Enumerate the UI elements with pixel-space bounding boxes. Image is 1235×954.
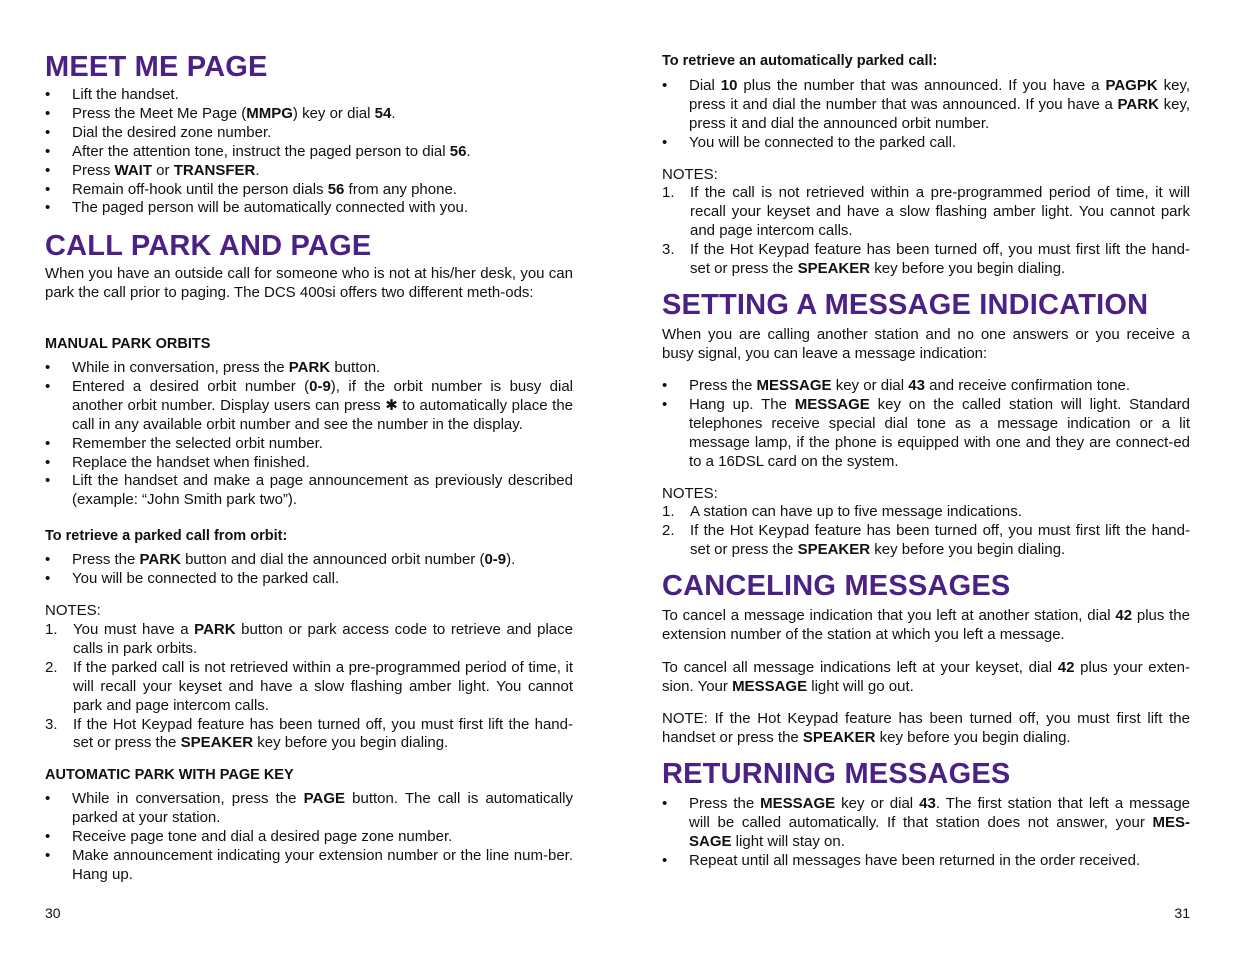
bullet-item [662, 795, 1190, 852]
note-item [662, 184, 1190, 241]
note-number: 1. [45, 621, 58, 638]
note-item [662, 241, 1190, 279]
canceling-para-2: To cancel all message indications left at your keyset, dial 42 plus your exten-sion. Your MESSAGE light will go out. [662, 659, 1190, 695]
bullet-marker: • [662, 77, 668, 94]
bullet-item [662, 377, 1190, 396]
retrieve-orbit-bullets [45, 551, 573, 589]
canceling-messages-heading: CANCELING MESSAGES [662, 570, 1011, 602]
bullet-item [45, 124, 573, 143]
bullet-text: While in conversation, press the PARK button. [72, 359, 381, 376]
bullet-text: While in conversation, press the PAGE button. The call is automatically parked at your station. [72, 790, 573, 826]
note-text: If the parked call is not retrieved within a pre-programmed period of time, it will recall your keyset and have a slow flashing amber light. You cannot park and page intercom calls. [73, 658, 573, 714]
auto-retrieve-notes [662, 184, 1190, 279]
bullet-marker: • [45, 846, 51, 864]
bullet-text: Make announcement indicating your extension number or the line num-ber. Hang up. [72, 846, 573, 883]
bullet-marker: • [45, 123, 51, 141]
auto-park-bullets [45, 790, 573, 885]
note-text: If the call is not retrieved within a pre-programmed period of time, it will recall your keyset and have a slow flashing amber light. You cannot park and page intercom calls. [690, 184, 1190, 239]
note-item [662, 522, 1190, 560]
bullet-marker: • [45, 161, 51, 179]
note-number: 3. [662, 240, 675, 258]
bullet-item [45, 143, 573, 162]
bullet-item [45, 359, 573, 378]
bullet-text: Dial the desired zone number. [72, 123, 272, 141]
call-park-notes [45, 621, 573, 753]
bullet-item [662, 77, 1190, 134]
bullet-marker: • [662, 133, 668, 151]
bullet-item [45, 847, 573, 885]
note-number: 3. [45, 715, 58, 733]
bullet-text: After the attention tone, instruct the paged person to dial 56. [72, 142, 471, 160]
bullet-marker: • [662, 851, 668, 869]
bullet-text: Receive page tone and dial a desired page zone number. [72, 827, 453, 845]
notes-label: NOTES: [45, 602, 101, 619]
bullet-text: You will be connected to the parked call. [72, 569, 340, 587]
bullet-text: Remain off-hook until the person dials 56 from any phone. [72, 180, 457, 198]
note-number: 1. [662, 503, 675, 520]
bullet-marker: • [662, 795, 668, 812]
auto-retrieve-bullets [662, 77, 1190, 153]
bullet-marker: • [45, 790, 51, 807]
page-number-right: 31 [1174, 905, 1190, 921]
bullet-marker: • [45, 569, 51, 587]
bullet-item [45, 162, 573, 181]
bullet-text: Lift the handset. [72, 86, 179, 103]
bullet-text: Remember the selected orbit number. [72, 434, 323, 452]
bullet-marker: • [662, 377, 668, 394]
note-item [662, 503, 1190, 522]
note-text: If the Hot Keypad feature has been turned off, you must first lift the hand-set or press the SPEAKER key before you begin dialing. [690, 521, 1190, 558]
canceling-para-1: To cancel a message indication that you left at another station, dial 42 plus the extension number of the station at which you left a message. [662, 607, 1190, 643]
bullet-text: Lift the handset and make a page announcement as previously described (example: “John Smith park two”). [72, 472, 573, 509]
bullet-item [45, 435, 573, 454]
bullet-text: Press the MESSAGE key or dial 43. The first station that left a message will be called automatically. If that station does not answer, your MES-SAGE light will stay on. [689, 795, 1191, 850]
bullet-marker: • [45, 86, 51, 103]
bullet-marker: • [45, 827, 51, 845]
manual-park-title: MANUAL PARK ORBITS [45, 336, 211, 352]
bullet-item [662, 852, 1190, 871]
bullet-text: Press the MESSAGE key or dial 43 and receive confirmation tone. [689, 377, 1131, 394]
bullet-item [45, 105, 573, 124]
note-text: A station can have up to five message indications. [690, 503, 1022, 520]
returning-messages-heading: RETURNING MESSAGES [662, 758, 1011, 790]
note-number: 1. [662, 184, 675, 201]
call-park-heading: CALL PARK AND PAGE [45, 230, 372, 262]
bullet-item [45, 454, 573, 473]
auto-retrieve-title: To retrieve an automatically parked call: [662, 53, 938, 69]
bullet-marker: • [45, 104, 51, 122]
bullet-text: The paged person will be automatically connected with you. [72, 199, 469, 217]
note-text: If the Hot Keypad feature has been turned off, you must first lift the hand-set or press the SPEAKER key before you begin dialing. [690, 240, 1190, 277]
bullet-marker: • [662, 395, 668, 413]
notes-label: NOTES: [662, 485, 718, 502]
bullet-item [45, 378, 573, 435]
bullet-marker: • [45, 377, 51, 395]
note-number: 2. [45, 658, 58, 676]
canceling-note: NOTE: If the Hot Keypad feature has been turned off, you must first lift the handset or press the SPEAKER key before you begin dialing. [662, 710, 1190, 746]
bullet-item [45, 181, 573, 200]
bullet-text: Press the PARK button and dial the announced orbit number (0-9). [72, 551, 516, 568]
bullet-text: Replace the handset when finished. [72, 453, 310, 471]
bullet-text: Repeat until all messages have been returned in the order received. [689, 851, 1141, 869]
bullet-marker: • [45, 453, 51, 471]
bullet-text: You will be connected to the parked call. [689, 133, 957, 151]
note-text: You must have a PARK button or park access code to retrieve and place calls in park orbits. [73, 621, 573, 657]
bullet-text: Hang up. The MESSAGE key on the called station will light. Standard telephones receive special dial tone as a message indication or a lit message lamp, if the phone is equipped with one and they are connect-ed to a 16DSL card on the system. [689, 395, 1191, 470]
bullet-marker: • [45, 199, 51, 217]
call-park-intro: When you have an outside call for someone who is not at his/her desk, you can park the call prior to paging. The DCS 400si offers two different meth-ods: [45, 265, 573, 301]
bullet-item [45, 790, 573, 828]
note-item [45, 659, 573, 716]
returning-messages-bullets [662, 795, 1190, 871]
note-text: If the Hot Keypad feature has been turned off, you must first lift the hand-set or press the SPEAKER key before you begin dialing. [73, 715, 573, 752]
bullet-marker: • [45, 359, 51, 376]
bullet-marker: • [45, 472, 51, 490]
bullet-item [45, 828, 573, 847]
bullet-marker: • [45, 434, 51, 452]
note-item [45, 621, 573, 659]
bullet-item [662, 396, 1190, 472]
bullet-text: Press the Meet Me Page (MMPG) key or dial 54. [72, 104, 396, 122]
bullet-item [45, 570, 573, 589]
manual-park-bullets [45, 359, 573, 510]
bullet-text: Entered a desired orbit number (0-9), if the orbit number is busy dial another orbit number. Display users can press ✱ to automatically place the call in any available orbit number and see the number in the display. [72, 377, 574, 433]
meet-me-bullets [45, 86, 573, 218]
bullet-text: Press WAIT or TRANSFER. [72, 161, 260, 179]
note-item [45, 716, 573, 754]
retrieve-orbit-title: To retrieve a parked call from orbit: [45, 528, 288, 544]
bullet-item [662, 134, 1190, 153]
setting-message-heading: SETTING A MESSAGE INDICATION [662, 289, 1149, 321]
bullet-marker: • [45, 180, 51, 198]
meet-me-page-heading: MEET ME PAGE [45, 51, 268, 83]
bullet-item [45, 86, 573, 105]
page-number-left: 30 [45, 905, 61, 921]
auto-park-title: AUTOMATIC PARK WITH PAGE KEY [45, 767, 294, 783]
bullet-item [45, 551, 573, 570]
bullet-text: Dial 10 plus the number that was announced. If you have a PAGPK key, press it and dial the number that was announced. If you have a PARK key, press it and dial the announced orbit number. [689, 77, 1190, 132]
note-number: 2. [662, 521, 675, 539]
setting-message-bullets [662, 377, 1190, 472]
setting-message-notes [662, 503, 1190, 560]
bullet-item [45, 199, 573, 218]
bullet-marker: • [45, 142, 51, 160]
bullet-marker: • [45, 551, 51, 568]
bullet-item [45, 472, 573, 510]
setting-message-intro: When you are calling another station and no one answers or you receive a busy signal, you can leave a message indication: [662, 326, 1190, 362]
notes-label: NOTES: [662, 166, 718, 183]
